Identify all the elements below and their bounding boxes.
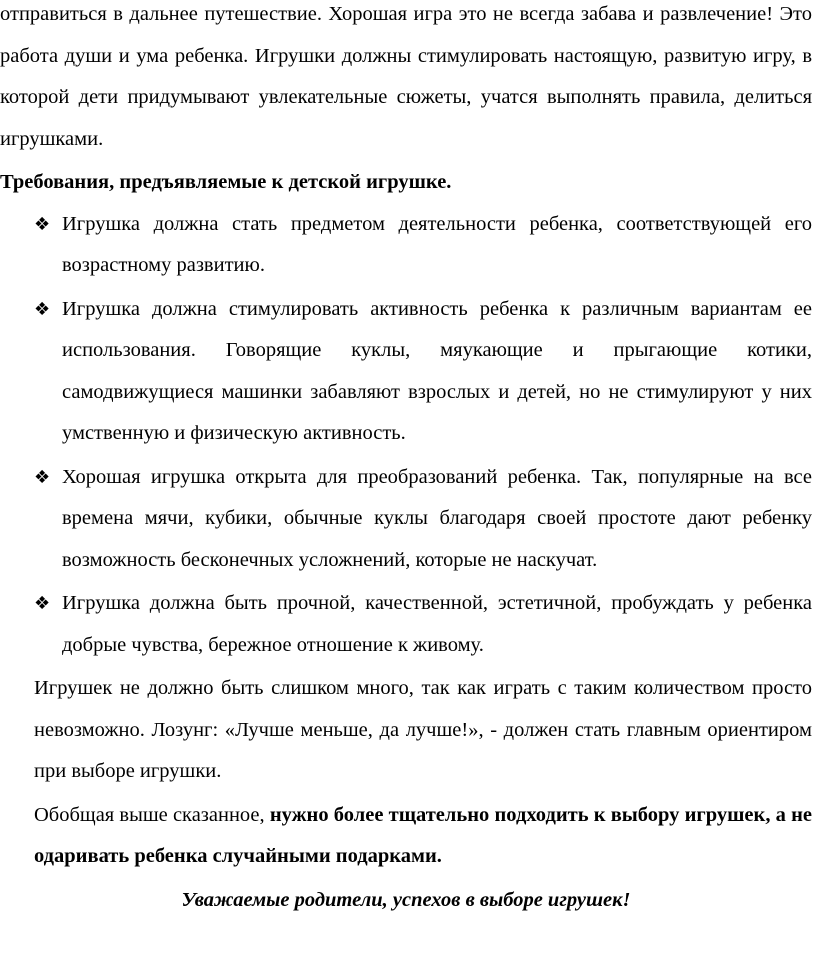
requirement-item — [0, 289, 812, 455]
requirement-item — [0, 204, 812, 287]
requirement-text: Игрушка должна быть прочной, качественной, эстетичной, пробуждать у ребенка добрые чувства, бережное отношение к живому. — [62, 592, 812, 656]
requirements-heading: Требования, предъявляемые к детской игрушке. — [0, 171, 452, 193]
closing-line: Уважаемые родители, успехов в выборе игрушек! — [181, 888, 631, 911]
diamond-bullet-icon: ❖ — [34, 213, 51, 235]
diamond-bullet-icon: ❖ — [34, 593, 51, 614]
summary-paragraph — [0, 795, 812, 878]
diamond-bullet-icon: ❖ — [34, 298, 51, 320]
requirements-list — [0, 204, 812, 667]
requirement-text: Игрушка должна стимулировать активность ребенка к различным вариантам ее использования. Говорящие куклы, мяукающие и прыгающие котики, самодвижущиеся машинки забавляют взрослых и детей, но не стимулируют у них умственную и физическую активность. — [62, 297, 812, 444]
summary-emphasis: нужно более тщательно подходить к выбору игрушек, а не одаривать ребенка случайными подарками. — [34, 803, 813, 867]
requirement-text: Игрушка должна стать предметом деятельности ребенка, соответствующей его возрастному развитию. — [62, 212, 812, 276]
diamond-bullet-icon: ❖ — [34, 466, 51, 488]
requirement-item — [0, 583, 812, 666]
summary-lead: Обобщая выше сказанное, — [34, 803, 270, 826]
requirement-text: Хорошая игрушка открыта для преобразований ребенка. Так, популярные на все времена мячи, кубики, обычные куклы благодаря своей простоте дают ребенку возможность бесконечных усложнений, которые не наскучат. — [62, 465, 812, 571]
toys-paragraph: Игрушек не должно быть слишком много, так как играть с таким количеством просто невозможно. Лозунг: «Лучше меньше, да лучше!», - должен стать главным ориентиром при выборе игрушки. — [34, 677, 812, 782]
requirement-item — [0, 457, 812, 582]
intro-paragraph: отправиться в дальнее путешествие. Хорошая игра это не всегда забава и развлечение! Это работа души и ума ребенка. Игрушки должны стимулировать настоящую, развитую игру, в которой дети придумывают увлекательные сюжеты, учатся выполнять правила, делиться игрушками. — [0, 3, 812, 150]
